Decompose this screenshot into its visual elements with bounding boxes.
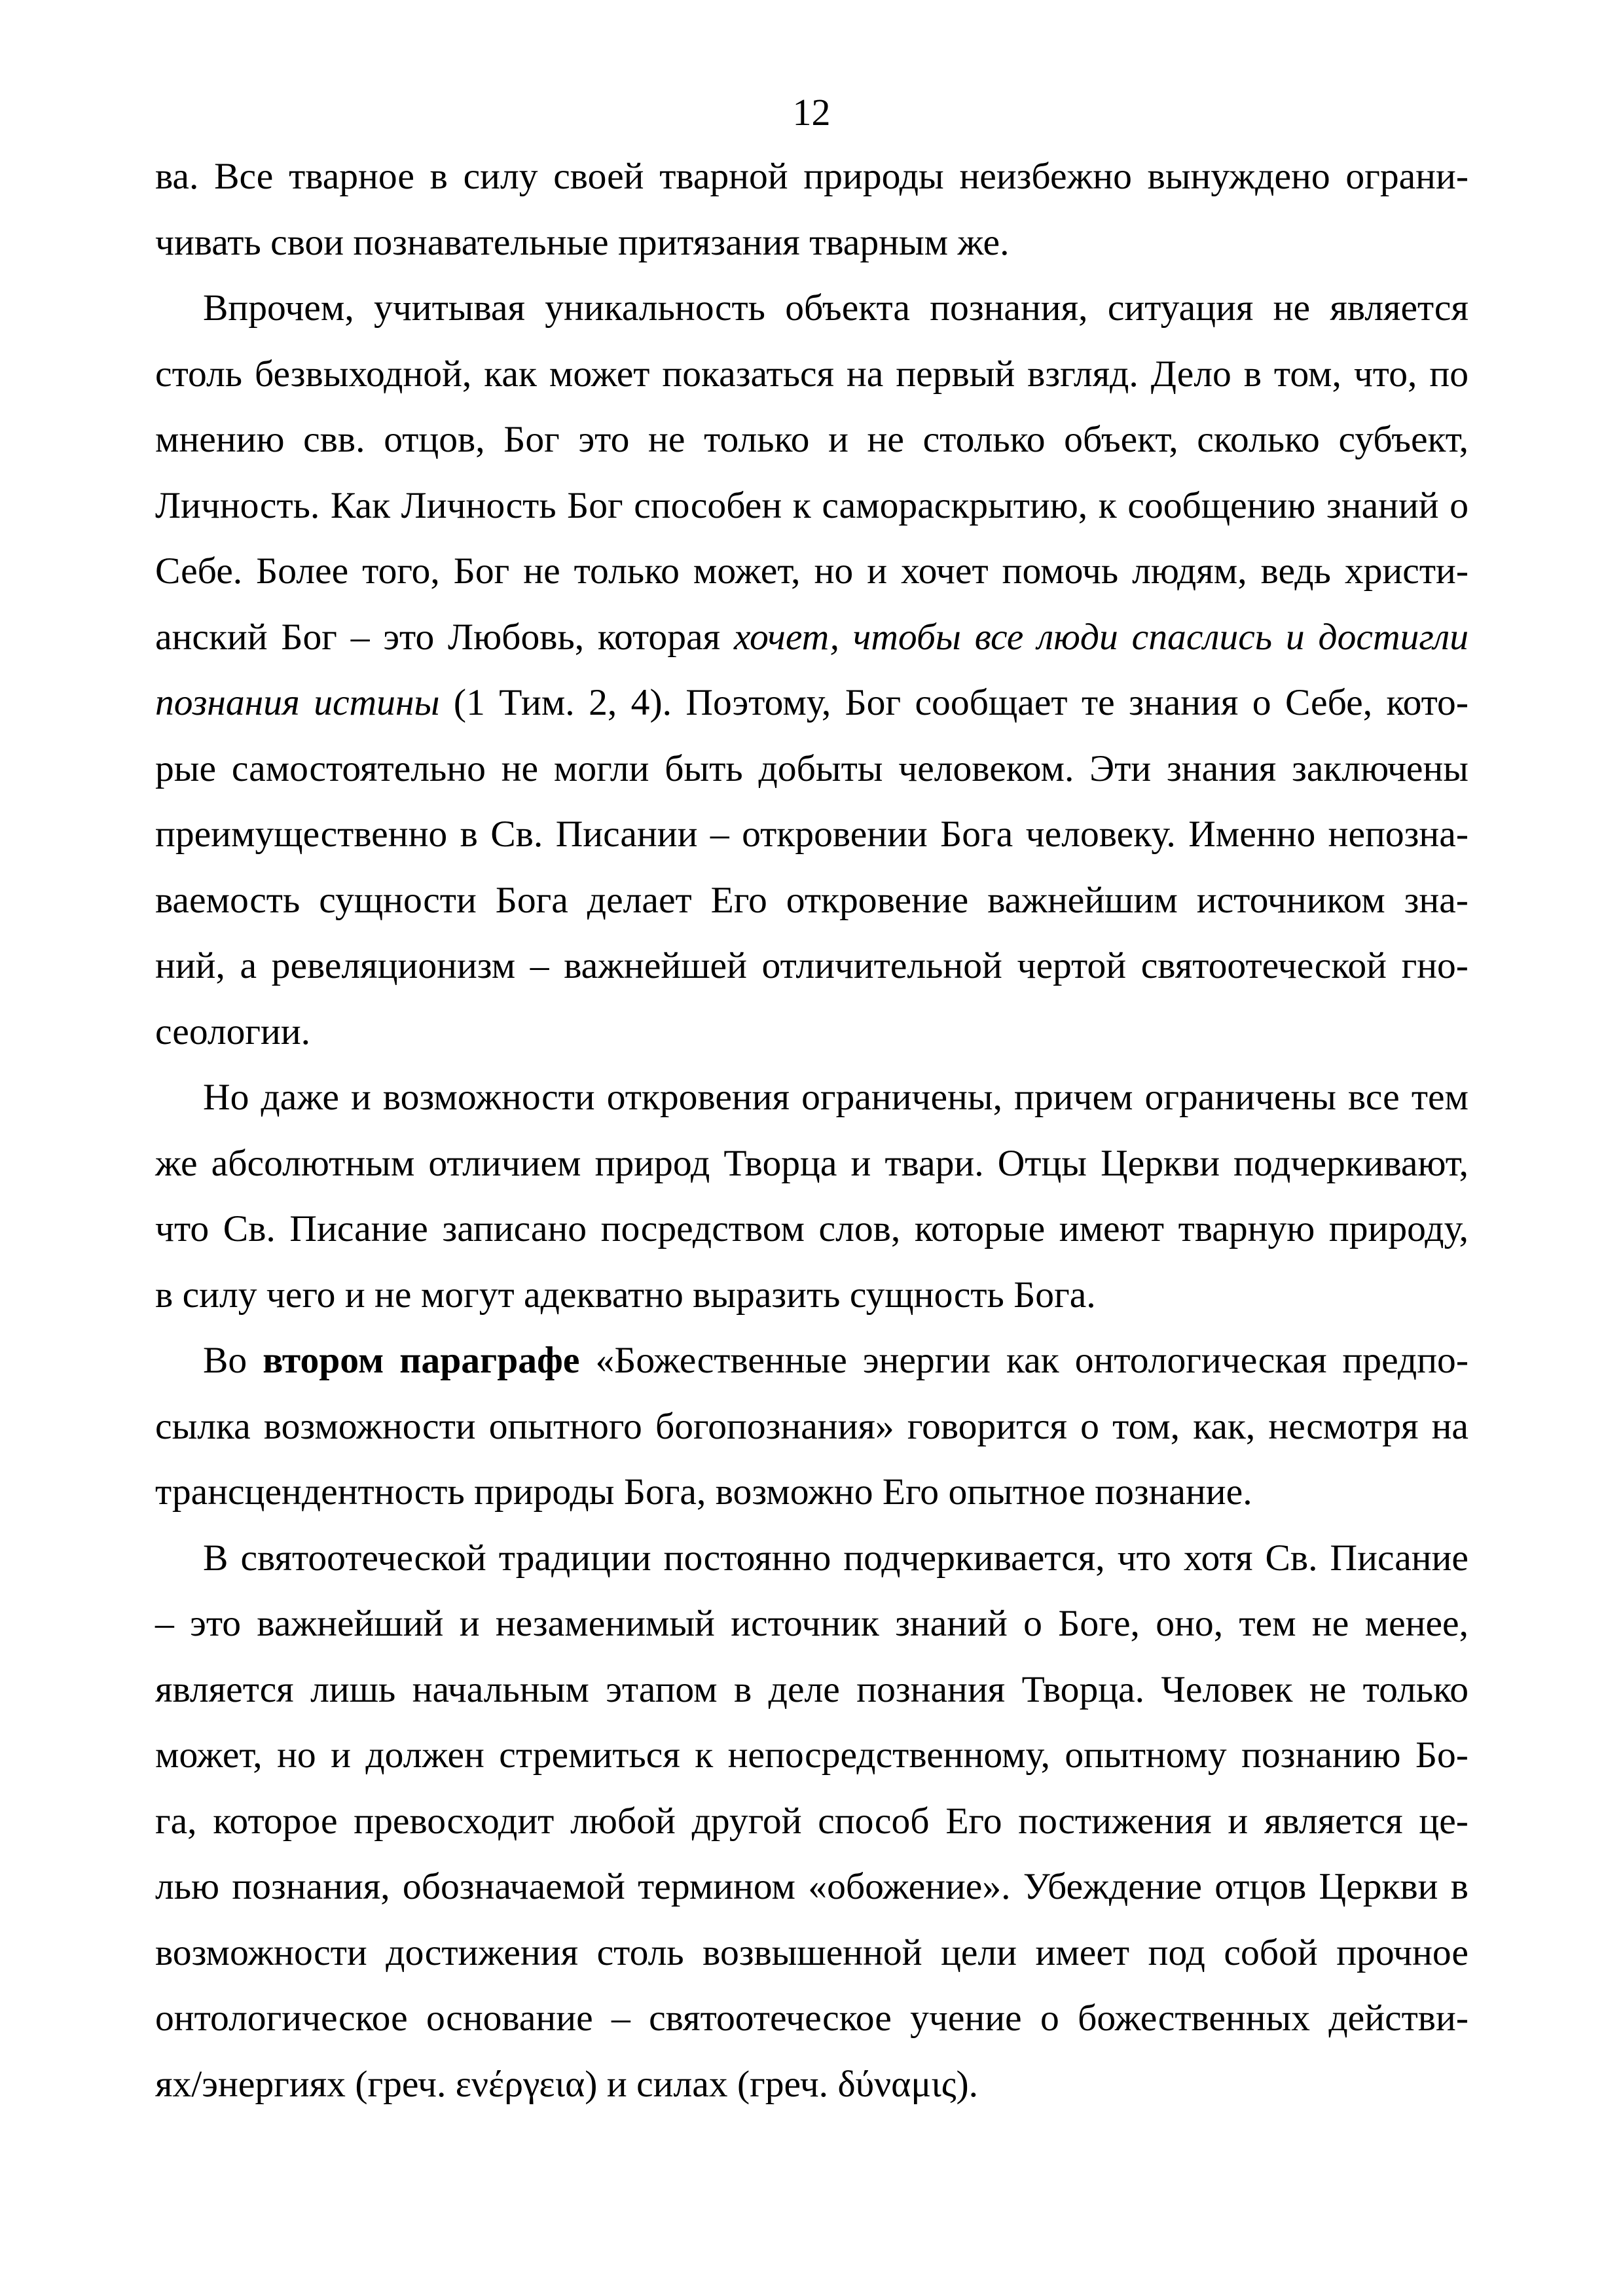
text-segment: трансцендентность природы Бога, возможно Его опытное познание. [155,1471,1252,1513]
text-segment: что Св. Писание записано посредством слов, которые имеют тварную природу, [155,1208,1468,1249]
italic-quote: познания истины [155,682,440,723]
text-line [155,1394,1468,1460]
text-segment: чивать свои познавательные притязания тварным же. [155,221,1010,263]
text-line [155,473,1468,539]
text-line [155,736,1468,802]
text-segment: Но даже и возможности откровения ограничены, причем ограничены все тем [203,1077,1468,1118]
body-text [155,144,1468,2117]
text-line [155,670,1468,736]
text-line [155,539,1468,605]
text-line [155,1131,1468,1197]
paragraph [155,276,1468,1065]
text-line [155,868,1468,934]
text-line [155,1789,1468,1855]
text-segment: является лишь начальным этапом в деле познания Творца. Человек не только [155,1668,1468,1710]
text-line [155,1460,1468,1526]
text-line [155,1263,1468,1329]
text-line [155,1723,1468,1789]
text-segment: лью познания, обозначаемой термином «обожение». Убеждение отцов Церкви в [155,1866,1468,1907]
text-segment: мнению свв. отцов, Бог это не только и не столько объект, сколько субъект, [155,419,1468,460]
text-line [155,1986,1468,2052]
text-segment: онтологическое основание – святоотеческое учение о божественных действи- [155,1998,1468,2039]
text-segment: ний, а ревеляционизм – важнейшей отличительной чертой святоотеческой гно- [155,945,1468,986]
text-line [155,342,1468,408]
paragraph [155,1328,1468,1526]
text-segment: В святоотеческой традиции постоянно подчеркивается, что хотя Св. Писание [203,1537,1468,1579]
text-line [155,605,1468,671]
text-segment: ваемость сущности Бога делает Его откровение важнейшим источником зна- [155,879,1468,921]
text-line [155,1591,1468,1657]
text-line [155,1920,1468,1986]
text-line [155,1065,1468,1131]
italic-quote: хочет, чтобы все люди спаслись и достигли [733,616,1468,658]
text-segment: анский Бог – это Любовь, которая [155,616,734,658]
text-line [155,1328,1468,1394]
text-segment: возможности достижения столь возвышенной цели имеет под собой прочное [155,1931,1468,1973]
text-segment: Себе. Более того, Бог не только может, но и хочет помочь людям, ведь христи- [155,550,1468,592]
text-segment: (1 Тим. 2, 4). Поэтому, Бог сообщает те знания о Себе, кото- [439,682,1468,723]
text-line [155,407,1468,473]
text-segment: Во [203,1340,263,1381]
text-segment: сылка возможности опытного богопознания» говорится о том, как, несмотря на [155,1405,1468,1447]
page-number: 12 [792,91,831,134]
text-segment: сеологии. [155,1011,311,1052]
text-segment: ва. Все тварное в силу своей тварной природы неизбежно вынуждено ограни- [155,156,1468,197]
paragraph [155,1065,1468,1328]
text-line [155,1196,1468,1263]
text-line [155,276,1468,342]
paragraph [155,1526,1468,2118]
text-line [155,1657,1468,1723]
text-segment: столь безвыходной, как может показаться на первый взгляд. Дело в том, что, по [155,353,1468,395]
text-segment: же абсолютным отличием природ Творца и твари. Отцы Церкви подчеркивают, [155,1142,1468,1184]
text-segment: Впрочем, учитывая уникальность объекта познания, ситуация не является [203,287,1468,329]
text-segment: «Божественные энергии как онтологическая предпо- [579,1340,1468,1381]
text-segment: ях/энергиях (греч. ενέργεια) и силах (греч. δύναμις). [155,2063,979,2105]
text-line [155,2052,1468,2118]
text-line [155,1854,1468,1920]
bold-term: втором параграфе [263,1340,580,1381]
text-line [155,999,1468,1066]
text-segment: га, которое превосходит любой другой способ Его постижения и является це- [155,1800,1468,1842]
text-line [155,144,1468,210]
text-line [155,1526,1468,1592]
text-line [155,210,1468,276]
text-line [155,802,1468,868]
text-segment: в силу чего и не могут адекватно выразить сущность Бога. [155,1274,1096,1316]
text-segment: может, но и должен стремиться к непосредственному, опытному познанию Бо- [155,1734,1468,1776]
paragraph [155,144,1468,276]
text-segment: рые самостоятельно не могли быть добыты человеком. Эти знания заключены [155,747,1468,789]
text-segment: Личность. Как Личность Бог способен к самораскрытию, к сообщению знаний о [155,484,1468,526]
text-segment: преимущественно в Св. Писании – откровении Бога человеку. Именно непозна- [155,814,1468,855]
text-line [155,933,1468,999]
text-segment: – это важнейший и незаменимый источник знаний о Боге, оно, тем не менее, [155,1603,1468,1644]
